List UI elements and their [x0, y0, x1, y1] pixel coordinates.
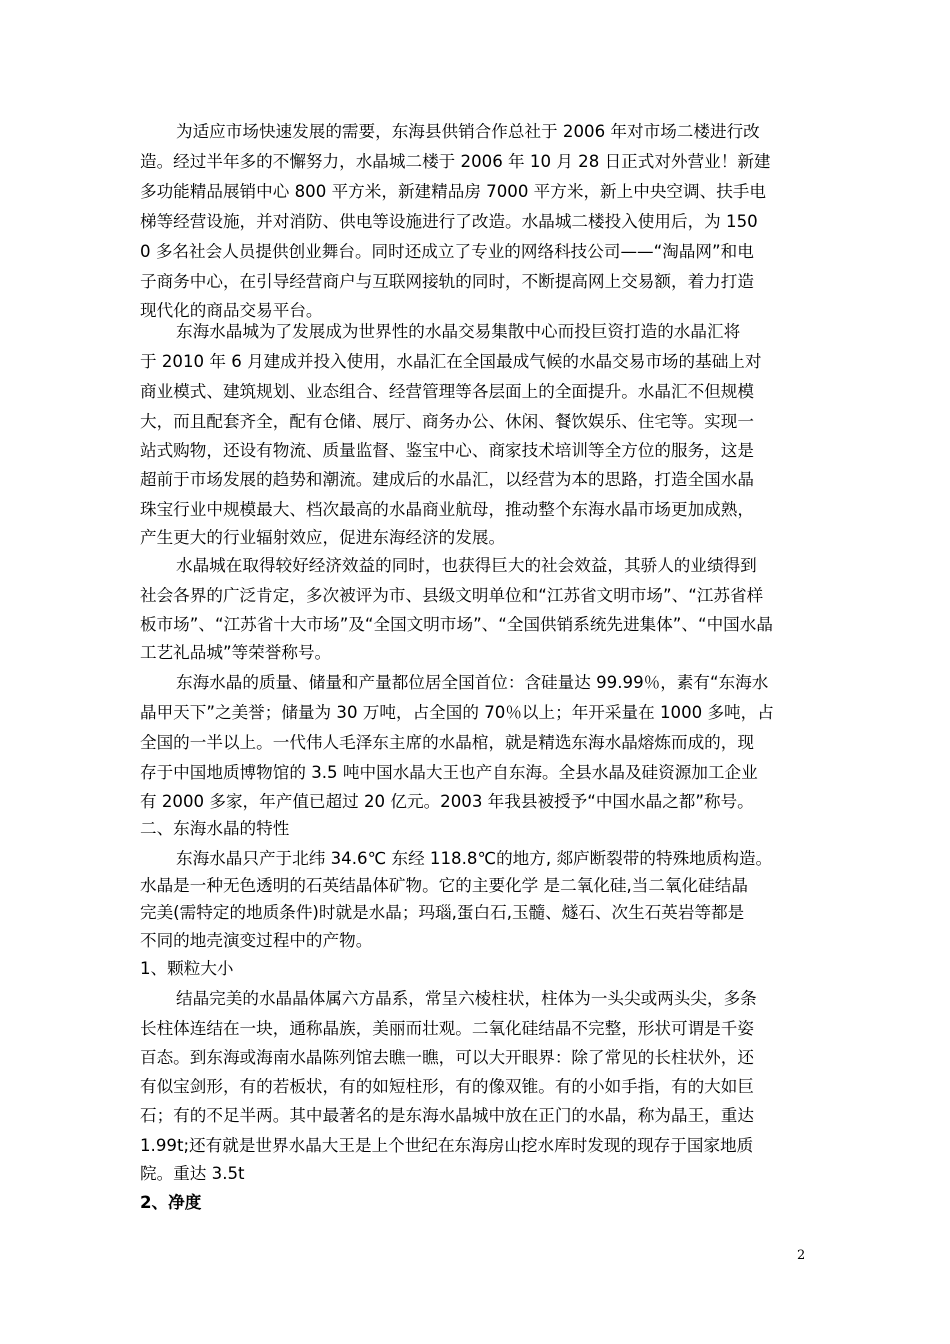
paragraph-line: 有 2000 多家，年产值已超过 20 亿元。2003 年我县被授予“中国水晶之都”称号。	[140, 792, 754, 811]
paragraph-line: 为适应市场快速发展的需要，东海县供销合作总社于 2006 年对市场二楼进行改	[176, 122, 760, 141]
paragraph-line: 东海水晶只产于北纬 34.6℃ 东经 118.8℃的地方, 郯庐断裂带的特殊地质构造。	[176, 849, 773, 868]
page-number: 2	[797, 1248, 806, 1263]
paragraph-line: 于 2010 年 6 月建成并投入使用，水晶汇在全国最成气候的水晶交易市场的基础上对	[140, 352, 762, 371]
paragraph-line: 大，而且配套齐全，配有仓储、展厅、商务办公、休闲、餐饮娱乐、住宅等。实现一	[140, 412, 754, 431]
paragraph-line: 东海水晶城为了发展成为世界性的水晶交易集散中心而投巨资打造的水晶汇将	[176, 322, 741, 341]
section-heading: 二、东海水晶的特性	[140, 819, 290, 838]
paragraph-line: 石；有的不足半两。其中最著名的是东海水晶城中放在正门的水晶，称为晶王，重达	[140, 1106, 754, 1125]
paragraph-line: 0 多名社会人员提供创业舞台。同时还成立了专业的网络科技公司——“淘晶网”和电	[140, 242, 754, 261]
paragraph-line: 水晶是一种无色透明的石英结晶体矿物。它的主要化学 是二氧化硅,当二氧化硅结晶	[140, 876, 748, 895]
paragraph-line: 多功能精品展销中心 800 平方米，新建精品房 7000 平方米，新上中央空调、扶手电	[140, 182, 766, 201]
paragraph-line: 子商务中心，在引导经营商户与互联网接轨的同时，不断提高网上交易额，着力打造	[140, 272, 754, 291]
paragraph-line: 工艺礼品城”等荣誉称号。	[140, 643, 332, 662]
paragraph-line: 水晶城在取得较好经济效益的同时，也获得巨大的社会效益，其骄人的业绩得到	[176, 556, 757, 575]
paragraph-line: 东海水晶的质量、储量和产量都位居全国首位：含硅量达 99.99％，素有“东海水	[176, 673, 769, 692]
paragraph-line: 有似宝剑形，有的若板状，有的如短柱形，有的像双锥。有的小如手指，有的大如巨	[140, 1077, 754, 1096]
paragraph-line: 晶甲天下”之美誉；储量为 30 万吨，占全国的 70％以上；年开采量在 1000 多吨，占	[140, 703, 774, 722]
paragraph-line: 存于中国地质博物馆的 3.5 吨中国水晶大王也产自东海。全县水晶及硅资源加工企业	[140, 763, 758, 782]
paragraph-line: 超前于市场发展的趋势和潮流。建成后的水晶汇，以经营为本的思路，打造全国水晶	[140, 470, 754, 489]
paragraph-line: 产生更大的行业辐射效应，促进东海经济的发展。	[140, 528, 506, 547]
paragraph-line: 长柱体连结在一块，通称晶族，美丽而壮观。二氧化硅结晶不完整，形状可谓是千姿	[140, 1019, 754, 1038]
paragraph-line: 板市场”、“江苏省十大市场”及“全国文明市场”、“全国供销系统先进集体”、“中国水晶	[140, 615, 773, 634]
paragraph-line: 完美(需特定的地质条件)时就是水晶；玛瑙,蛋白石,玉髓、燧石、次生石英岩等都是	[140, 903, 745, 922]
paragraph-line: 梯等经营设施，并对消防、供电等设施进行了改造。水晶城二楼投入使用后，为 150	[140, 212, 758, 231]
paragraph-line: 社会各界的广泛肯定，多次被评为市、县级文明单位和“江苏省文明市场”、“江苏省样	[140, 586, 764, 605]
paragraph-line: 现代化的商品交易平台。	[140, 301, 323, 320]
paragraph-line: 站式购物，还设有物流、质量监督、鉴宝中心、商家技术培训等全方位的服务，这是	[140, 441, 754, 460]
paragraph-line: 院。重达 3.5t	[140, 1164, 245, 1183]
subsection-heading: 1、颗粒大小	[140, 959, 234, 978]
paragraph-line: 全国的一半以上。一代伟人毛泽东主席的水晶棺，就是精选东海水晶熔炼而成的，现	[140, 733, 754, 752]
paragraph-line: 结晶完美的水晶晶体属六方晶系，常呈六棱柱状，柱体为一头尖或两头尖，多条	[176, 989, 757, 1008]
subsection-heading: 2、净度	[140, 1193, 202, 1212]
paragraph-line: 百态。到东海或海南水晶陈列馆去瞧一瞧，可以大开眼界：除了常见的长柱状外，还	[140, 1048, 754, 1067]
paragraph-line: 1.99t;还有就是世界水晶大王是上个世纪在东海房山挖水库时发现的现存于国家地质	[140, 1136, 754, 1155]
paragraph-line: 珠宝行业中规模最大、档次最高的水晶商业航母，推动整个东海水晶市场更加成熟，	[140, 500, 754, 519]
paragraph-line: 造。经过半年多的不懈努力，水晶城二楼于 2006 年 10 月 28 日正式对外营业！新建	[140, 152, 771, 171]
paragraph-line: 商业模式、建筑规划、业态组合、经营管理等各层面上的全面提升。水晶汇不但规模	[140, 382, 754, 401]
paragraph-line: 不同的地壳演变过程中的产物。	[140, 931, 373, 950]
